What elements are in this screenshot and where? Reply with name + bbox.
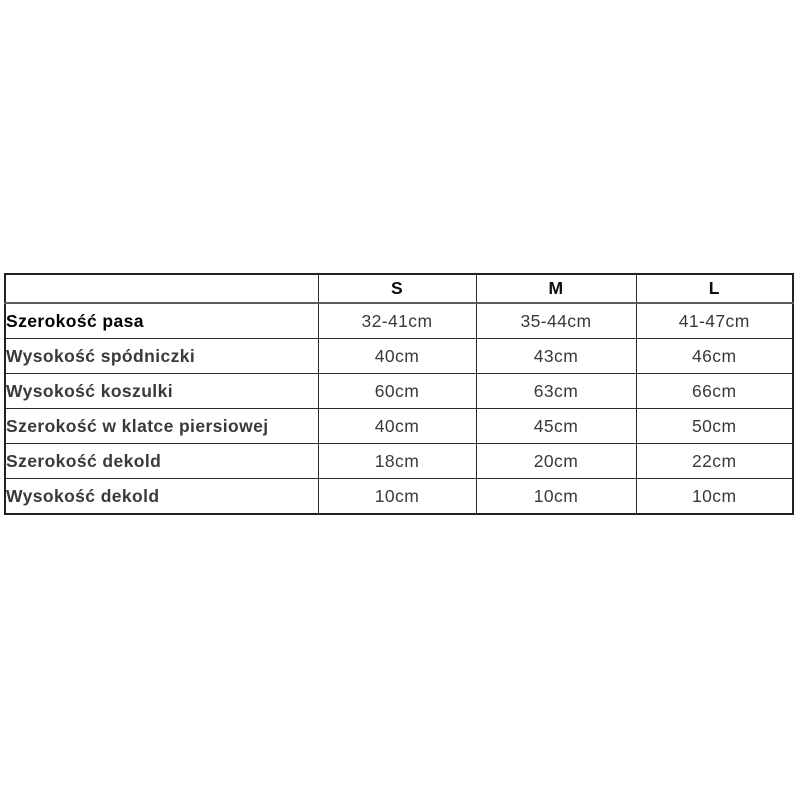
size-chart-table [4,273,794,515]
value-cell-l: 41-47cm [636,303,793,339]
value-cell-m: 20cm [476,444,636,479]
value-cell-l: 46cm [636,339,793,374]
header-size-m: M [476,274,636,303]
header-size-s: S [318,274,476,303]
table-row-chest-width [5,409,793,444]
value-cell-s: 32-41cm [318,303,476,339]
table-row-waist-width [5,303,793,339]
value-cell-s: 40cm [318,409,476,444]
value-cell-s: 60cm [318,374,476,409]
table-row-neckline-height [5,479,793,515]
row-label: Wysokość spódniczki [5,339,318,374]
header-empty-cell [5,274,318,303]
value-cell-l: 10cm [636,479,793,515]
value-cell-m: 45cm [476,409,636,444]
value-cell-m: 63cm [476,374,636,409]
table-row-shirt-height [5,374,793,409]
value-cell-m: 43cm [476,339,636,374]
table-row-neckline-width [5,444,793,479]
row-label: Wysokość koszulki [5,374,318,409]
value-cell-s: 10cm [318,479,476,515]
value-cell-l: 66cm [636,374,793,409]
table-row-skirt-height [5,339,793,374]
value-cell-m: 10cm [476,479,636,515]
header-row [5,274,793,303]
row-label: Szerokość pasa [5,303,318,339]
row-label: Wysokość dekold [5,479,318,515]
header-size-l: L [636,274,793,303]
value-cell-s: 18cm [318,444,476,479]
value-cell-l: 50cm [636,409,793,444]
row-label: Szerokość dekold [5,444,318,479]
value-cell-l: 22cm [636,444,793,479]
row-label: Szerokość w klatce piersiowej [5,409,318,444]
value-cell-m: 35-44cm [476,303,636,339]
value-cell-s: 40cm [318,339,476,374]
